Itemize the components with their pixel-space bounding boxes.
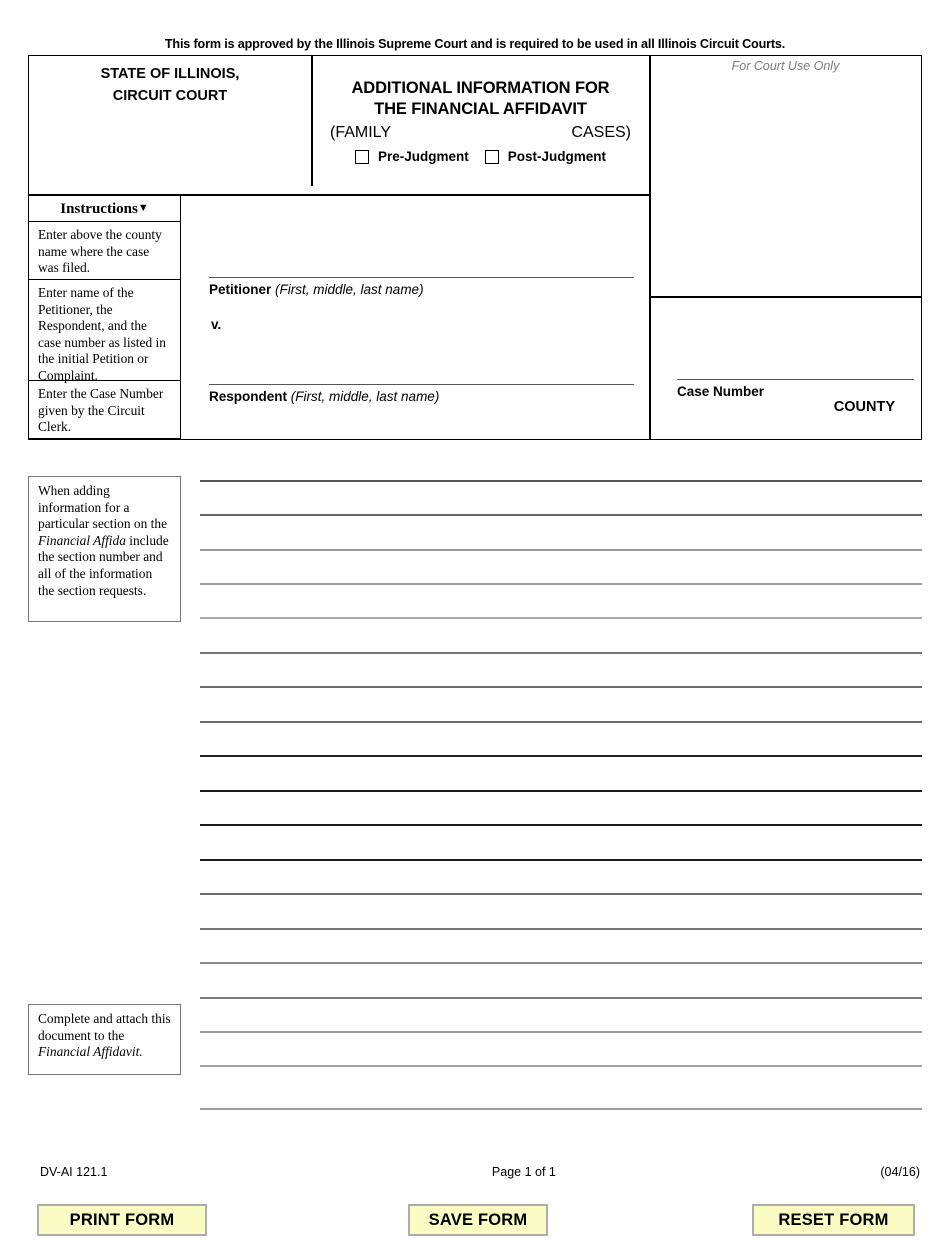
postjudgment-checkbox-group[interactable] <box>485 149 606 164</box>
revision-date: (04/16) <box>880 1165 920 1179</box>
note-bottom-text-pre: Complete and attach this document to the <box>38 1011 171 1043</box>
form-number: DV-AI 121.1 <box>40 1165 108 1179</box>
form-title-line1: ADDITIONAL INFORMATION FOR <box>351 79 610 97</box>
note-bottom-text-italic: Financial Affidavit. <box>38 1044 143 1060</box>
postjudgment-checkbox[interactable] <box>485 150 499 164</box>
case-number-input-line[interactable] <box>677 379 914 380</box>
page-footer <box>40 1165 920 1179</box>
petitioner-hint: (First, middle, last name) <box>275 282 424 297</box>
page-indicator: Page 1 of 1 <box>491 1165 556 1179</box>
writing-line-12[interactable] <box>200 859 922 861</box>
parties-column <box>181 195 650 439</box>
writing-line-1[interactable] <box>200 480 922 482</box>
writing-line-16[interactable] <box>200 997 922 999</box>
writing-line-17[interactable] <box>200 1031 922 1033</box>
writing-line-15[interactable] <box>200 962 922 964</box>
case-type-row <box>320 120 641 144</box>
instructions-column <box>29 195 181 439</box>
instructions-header-label: Instructions <box>60 201 138 217</box>
instructions-header[interactable] <box>29 195 181 222</box>
state-court-block <box>29 56 311 194</box>
writing-line-14[interactable] <box>200 928 922 930</box>
instruction-item-case-number: Enter the Case Number given by the Circuit Clerk. <box>29 381 181 439</box>
for-court-use-only-label: For Court Use Only <box>731 59 840 73</box>
petitioner-label-text: Petitioner <box>209 282 272 297</box>
writing-line-2[interactable] <box>200 514 922 516</box>
writing-line-4[interactable] <box>200 583 922 585</box>
prejudgment-label: Pre-Judgment <box>377 149 469 164</box>
respondent-hint: (First, middle, last name) <box>290 389 440 404</box>
chevron-down-icon[interactable]: ▼ <box>137 202 149 214</box>
writing-line-3[interactable] <box>200 549 922 551</box>
horizontal-divider-courtuse <box>649 296 922 298</box>
reset-form-button[interactable]: RESET FORM <box>752 1204 915 1236</box>
approval-notice: This form is approved by the Illinois Supreme Court and is required to be used in all Illinois Circuit Courts. <box>164 37 786 51</box>
circuit-court-label: CIRCUIT COURT <box>112 88 228 104</box>
form-title-block <box>312 56 649 194</box>
writing-line-5[interactable] <box>200 617 922 619</box>
judgment-checkbox-row <box>320 149 641 164</box>
respondent-input-line[interactable] <box>209 384 634 385</box>
petitioner-input-line[interactable] <box>209 277 634 278</box>
save-form-button[interactable]: SAVE FORM <box>408 1204 548 1236</box>
respondent-label-text: Respondent <box>209 389 288 404</box>
writing-line-13[interactable] <box>200 893 922 895</box>
respondent-label <box>209 389 439 404</box>
state-of-illinois-label: STATE OF ILLINOIS, <box>100 66 240 82</box>
petitioner-label <box>209 282 424 297</box>
note-mid-text-post: include the section number and all of the information the section requests. <box>38 532 169 598</box>
note-mid-text-italic: Financial Affida <box>38 532 126 548</box>
postjudgment-label: Post-Judgment <box>507 149 607 164</box>
writing-line-11[interactable] <box>200 824 922 826</box>
writing-line-18[interactable] <box>200 1065 922 1067</box>
case-number-label: Case Number <box>677 384 765 399</box>
instruction-item-county: Enter above the county name where the case was filed. <box>29 222 181 280</box>
writing-line-9[interactable] <box>200 755 922 757</box>
case-type-left: (FAMILY <box>330 124 392 141</box>
versus-label: v. <box>211 317 222 332</box>
writing-line-6[interactable] <box>200 652 922 654</box>
county-label: COUNTY <box>833 399 895 415</box>
writing-line-10[interactable] <box>200 790 922 792</box>
case-type-right: CASES) <box>571 124 631 141</box>
print-form-button[interactable]: PRINT FORM <box>37 1204 207 1236</box>
prejudgment-checkbox-group[interactable] <box>355 149 469 164</box>
instruction-item-parties: Enter name of the Petitioner, the Respondent, and the case number as listed in the initial Petition or Complaint. <box>29 280 181 381</box>
form-title-line2: THE FINANCIAL AFFIDAVIT <box>374 100 587 118</box>
writing-line-19[interactable] <box>200 1108 922 1110</box>
note-box-attach <box>28 1004 181 1075</box>
note-box-sections <box>28 476 181 622</box>
note-mid-text-pre: When adding information for a particular section on the <box>38 483 168 532</box>
prejudgment-checkbox[interactable] <box>355 150 369 164</box>
caption-table <box>28 55 922 440</box>
writing-line-8[interactable] <box>200 721 922 723</box>
writing-line-7[interactable] <box>200 686 922 688</box>
